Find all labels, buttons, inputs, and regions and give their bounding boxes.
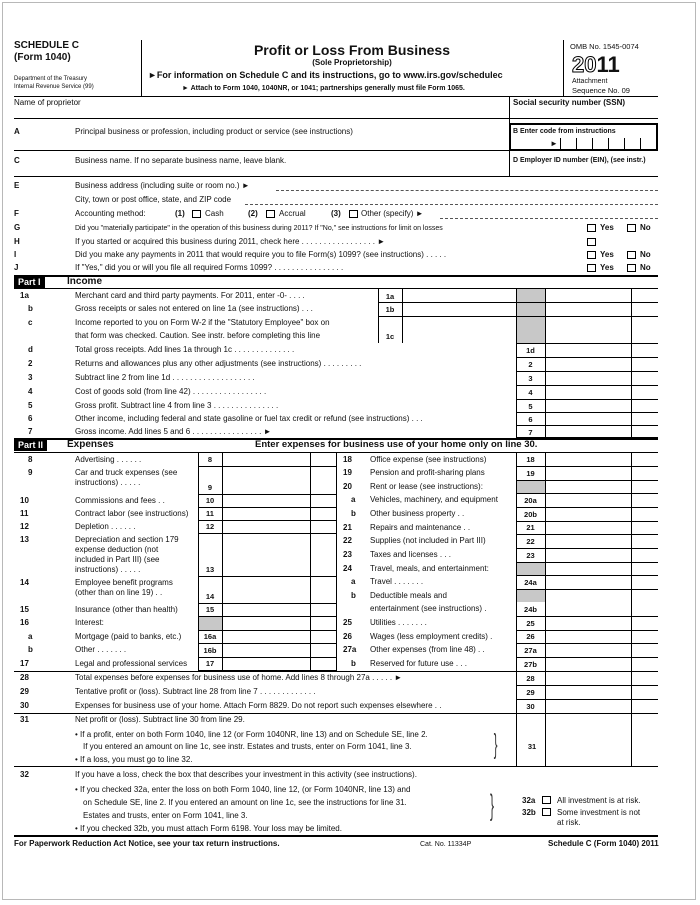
line-I-text: Did you make any payments in 2011 that would require you to file Form(s) 1099? (see instructions) . . . . . <box>75 250 447 259</box>
part2-right-line-text: Vehicles, machinery, and equipment <box>370 495 498 504</box>
line-C-letter: C <box>14 156 20 165</box>
part2-right-amount-field[interactable] <box>546 521 630 534</box>
part2-left-amount-field[interactable] <box>223 533 310 576</box>
part1-line-text: Subtract line 2 from line 1d . . . . . . . . . . . . . . . . . . . <box>75 373 255 382</box>
part2-note: Enter expenses for business use of your home only on line 30. <box>255 439 538 450</box>
part2-left-box-label: 14 <box>205 592 215 601</box>
part2-right-box-label: 21 <box>526 523 535 532</box>
part1-top-rule <box>14 275 658 277</box>
line-J-letter: J <box>14 263 19 272</box>
other-method-checkbox[interactable] <box>349 210 358 218</box>
part1-line-num: 3 <box>28 373 33 382</box>
line-F-letter: F <box>14 209 19 218</box>
part2-right-amount-field[interactable] <box>546 493 630 507</box>
part2-left-line-num: 17 <box>20 659 29 668</box>
line-32a-text: All investment is at risk. <box>557 796 641 805</box>
line-G-letter: G <box>14 223 21 232</box>
part2-shade-24b-top <box>517 590 545 602</box>
line31-amount-field[interactable] <box>546 730 630 765</box>
part2-left-line-text: Depreciation and section 179 <box>75 535 179 544</box>
part2-left-box-label: 16a <box>203 632 217 641</box>
part2-bottom-line-text: Expenses for business use of your home. Attach Form 8829. Do not report such expenses elsewhere . . <box>75 701 442 710</box>
part1-line-num: 6 <box>28 414 33 423</box>
part1-line-text: Total gross receipts. Add lines 1a through 1c . . . . . . . . . . . . . . <box>75 345 295 354</box>
footer-cat-number: Cat. No. 11334P <box>420 841 472 848</box>
line31-box-col <box>516 713 517 766</box>
part1-line-text: Returns and allowances plus any other adjustments (see instructions) . . . . . . . . . <box>75 359 362 368</box>
line-32-bullet2: • If you checked 32b, you must attach Form 6198. Your loss may be limited. <box>75 824 342 833</box>
part2-bottom-row-rule <box>14 713 658 714</box>
line-F-opt2: (2) <box>248 209 258 218</box>
part2-right-row-rule <box>516 562 658 563</box>
part2-bottom-cents-col <box>631 671 632 713</box>
part1-header-rule <box>14 288 658 289</box>
part2-bottom-line-num: 29 <box>20 687 29 696</box>
line-E-letter: E <box>14 181 20 190</box>
part1-amount-field[interactable] <box>546 371 630 384</box>
J-yes-label: Yes <box>600 263 614 272</box>
part2-right-line-text: Rent or lease (see instructions): <box>370 482 483 491</box>
part2-bottom-line-text: Total expenses before expenses for business use of home. Add lines 8 through 27a . . . . . ► <box>75 673 403 682</box>
line-I-letter: I <box>14 250 17 259</box>
footer-notice: For Paperwork Reduction Act Notice, see your tax return instructions. <box>14 839 280 848</box>
part2-right-amount-field[interactable] <box>546 630 630 643</box>
sequence-number: Sequence No. 09 <box>572 86 630 95</box>
part1-line-text: Merchant card and third party payments. For 2011, enter -0- . . . . <box>75 291 305 300</box>
line-G-text: Did you "materially participate" in the operation of this business during 2011? If "No," see instructions for limit on losses <box>75 225 443 232</box>
part2-bottom-line-num: 28 <box>20 673 29 682</box>
form-subtitle: (Sole Proprietorship) <box>312 58 392 67</box>
part2-left-row-rule <box>198 616 336 617</box>
part2-left-box-label: 9 <box>207 483 213 492</box>
part2-right-line-num: 22 <box>343 536 352 545</box>
part2-left-amount-field[interactable] <box>223 507 310 520</box>
footer-form-id: Schedule C (Form 1040) 2011 <box>548 839 659 848</box>
line-B-arrow: ► <box>550 139 558 148</box>
32a-checkbox[interactable] <box>542 796 551 804</box>
part2-bottom-amount-field[interactable] <box>546 699 630 712</box>
part2-right-amount-field[interactable] <box>546 466 630 480</box>
part2-right-line-num: b <box>351 659 356 668</box>
part1-line-num: b <box>28 304 33 313</box>
part2-left-amount-field[interactable] <box>223 520 310 533</box>
part2-mid-divider <box>336 453 337 671</box>
part2-left-line-text: Employee benefit programs <box>75 578 173 587</box>
part1-line-text: that form was checked. Caution. See instr. before completing this line <box>75 331 321 340</box>
part2-right-line-text: Other business property . . <box>370 509 465 518</box>
part2-left-line-num: 11 <box>20 509 29 518</box>
part1-line-text: Cost of goods sold (from line 42) . . . . . . . . . . . . . . . . . <box>75 387 267 396</box>
part2-right-box-label: 25 <box>526 619 535 628</box>
header-divider-right <box>563 40 564 96</box>
part2-label: Part II <box>14 439 47 451</box>
part1-label: Part I <box>14 276 45 288</box>
part2-right-line-text: Other expenses (from line 48) . . <box>370 645 485 654</box>
part2-right-box-label: 20b <box>524 510 537 519</box>
part2-right-line-num: b <box>351 591 356 600</box>
line-F-opt1: (1) <box>175 209 185 218</box>
dept-irs: Internal Revenue Service (99) <box>14 84 94 90</box>
line31-cents-col <box>631 713 632 766</box>
I-yes-checkbox[interactable] <box>587 251 596 259</box>
part2-right-amount-field[interactable] <box>546 453 630 466</box>
part1-line-num: 1a <box>20 291 29 300</box>
header-bottom-rule <box>14 96 658 97</box>
part1-amount-field[interactable] <box>403 302 515 315</box>
part2-left-line-num: 13 <box>20 535 29 544</box>
rule-after-name <box>14 118 658 119</box>
line-32b-text: Some investment is not <box>557 808 641 817</box>
part1-box-label: 1b <box>385 305 395 314</box>
code-tick-5 <box>624 138 625 150</box>
part2-right-line-text2: entertainment (see instructions) . <box>370 604 487 613</box>
part1-line-text: Gross income. Add lines 5 and 6 . . . . . . . . . . . . . . . . ► <box>75 427 272 436</box>
part1-line-num: 4 <box>28 387 33 396</box>
part2-left-line-text: Commissions and fees . . <box>75 496 165 505</box>
part2-right-line-num: 20 <box>343 482 352 491</box>
part2-left-line-text: Contract labor (see instructions) <box>75 509 189 518</box>
year-outline: 20 <box>572 52 597 77</box>
part1-line-num: 7 <box>28 427 33 436</box>
part2-left-line-text3: included in Part III) (see <box>75 555 160 564</box>
part1-line-text: Other income, including federal and state gasoline or fuel tax credit or refund (see instructions) . . . <box>75 414 423 423</box>
line-32b-num: 32b <box>522 808 536 817</box>
part1-amount-field[interactable] <box>403 289 515 302</box>
part1-line-num: 5 <box>28 401 33 410</box>
part2-left-line-text4: instructions) . . . . . <box>75 565 141 574</box>
line-D-text: D Employer ID number (EIN), (see instr.) <box>513 157 646 164</box>
line-31-bullet1: • If a profit, enter on both Form 1040, line 12 (or Form 1040NR, line 13) and on Schedule SE, line 2. <box>75 730 428 739</box>
J-yes-checkbox[interactable] <box>587 264 596 272</box>
part2-right-line-num: 23 <box>343 550 352 559</box>
part1-line-num: 2 <box>28 359 33 368</box>
part2-left-line-text: Mortgage (paid to banks, etc.) <box>75 632 182 641</box>
part1-line-text: Income reported to you on Form W-2 if the "Statutory Employee" box on <box>75 318 330 327</box>
part2-right-line-text: Repairs and maintenance . . <box>370 523 471 532</box>
part1-line-num: d <box>28 345 33 354</box>
code-tick-1 <box>560 138 561 150</box>
part1-box-label: 3 <box>528 374 533 383</box>
part2-left-amount-field[interactable] <box>223 453 310 466</box>
form-title: Profit or Loss From Business <box>253 42 451 58</box>
part2-shade-20 <box>517 480 545 493</box>
line-31-bullet1b: If you entered an amount on line 1c, see instr. Estates and trusts, enter on Form 1041, line 3. <box>83 742 412 751</box>
rule-after-31 <box>14 766 658 767</box>
part2-left-amount-field[interactable] <box>223 630 310 643</box>
part2-bottom-box-col <box>516 671 517 713</box>
part1-box-label: 4 <box>528 388 533 397</box>
line-A-text: Principal business or profession, including product or service (see instructions) <box>75 127 353 136</box>
part2-right-line-text: Pension and profit-sharing plans <box>370 468 485 477</box>
I-no-checkbox[interactable] <box>627 251 636 259</box>
part2-left-box-label: 8 <box>207 455 213 464</box>
code-tick-2 <box>576 138 577 150</box>
part2-grid-bottom-rule <box>14 671 658 672</box>
G-no-label: No <box>640 223 651 232</box>
part2-right-amount-field[interactable] <box>546 507 630 521</box>
G-yes-checkbox[interactable] <box>587 224 596 232</box>
part1-box-label: 7 <box>528 428 533 437</box>
part2-left-amount-field[interactable] <box>223 494 310 507</box>
part2-right-box-label: 22 <box>526 537 535 546</box>
part2-left-line-text2: expense deduction (not <box>75 545 159 554</box>
part2-left-box-label: 15 <box>205 605 215 614</box>
form-number: (Form 1040) <box>14 52 71 63</box>
part2-left-line-num: b <box>28 645 33 654</box>
part2-left-cents-col <box>310 453 311 671</box>
line-32a-num: 32a <box>522 796 536 805</box>
part2-left-line-num: 8 <box>28 455 33 464</box>
part1-amount-field[interactable] <box>546 343 630 356</box>
line-32b-text2: at risk. <box>557 818 581 827</box>
code-tick-6 <box>640 138 641 150</box>
schedule-name: SCHEDULE C <box>14 40 80 51</box>
part2-left-amount-field[interactable] <box>223 657 310 670</box>
year-bold: 11 <box>596 52 620 77</box>
part2-right-line-num: a <box>351 495 356 504</box>
line-32-text: If you have a loss, check the box that describes your investment in this activity (see instructions). <box>75 770 417 779</box>
part2-left-line-num: 12 <box>20 522 29 531</box>
ein-divider <box>509 151 510 176</box>
part1-line-num: c <box>28 318 33 327</box>
line-H-text: If you started or acquired this business during 2011, check here . . . . . . . . . . . . . . . . . ► <box>75 237 386 246</box>
dept-treasury: Department of the Treasury <box>14 76 88 82</box>
line-F-opt3: (3) <box>331 209 341 218</box>
part2-right-line-text: Travel, meals, and entertainment: <box>370 564 489 573</box>
line-32-bullet1: • If you checked 32a, enter the loss on both Form 1040, line 12, (or Form 1040NR, line 13) and <box>75 785 411 794</box>
line-31-num: 31 <box>20 715 29 724</box>
code-tick-4 <box>608 138 609 150</box>
accrual-label: Accrual <box>279 209 306 218</box>
part1-line-text: Gross profit. Subtract line 4 from line 3 . . . . . . . . . . . . . . . <box>75 401 279 410</box>
part2-right-amount-field[interactable] <box>546 548 630 562</box>
part1-box-label: 2 <box>528 360 533 369</box>
G-yes-label: Yes <box>600 223 614 232</box>
part2-right-box-label: 26 <box>526 632 535 641</box>
part2-right-line-num: 27a <box>343 645 357 654</box>
rule-after-C <box>14 176 658 177</box>
line-A-letter: A <box>14 127 20 136</box>
part2-left-line-text: Interest: <box>75 618 104 627</box>
omb-number: OMB No. 1545-0074 <box>570 42 639 51</box>
part2-right-line-text: Deductible meals and <box>370 591 447 600</box>
part2-right-line-text: Office expense (see instructions) <box>370 455 487 464</box>
part2-right-line-num: 26 <box>343 632 352 641</box>
attach-line: ► Attach to Form 1040, 1040NR, or 1041; partnerships generally must file Form 1065. <box>182 85 465 92</box>
part2-shade-24 <box>517 563 545 575</box>
G-no-checkbox[interactable] <box>627 224 636 232</box>
part1-box-label: 6 <box>528 415 533 424</box>
part2-right-box-label: 27a <box>524 646 537 655</box>
part2-bottom-box-label: 30 <box>526 702 535 711</box>
code-tick-3 <box>592 138 593 150</box>
part2-left-amount-field[interactable] <box>223 603 310 616</box>
part2-left-amount-field[interactable] <box>223 643 310 657</box>
part2-bottom-amount-field[interactable] <box>546 671 630 684</box>
line-J-text: If "Yes," did you or will you file all required Forms 1099? . . . . . . . . . . . . . . . . <box>75 263 344 272</box>
part2-bottom-box-label: 28 <box>526 674 535 683</box>
32b-checkbox[interactable] <box>542 808 551 816</box>
footer-rule <box>14 835 658 837</box>
part2-left-line-text: Car and truck expenses (see <box>75 468 178 477</box>
accrual-checkbox[interactable] <box>266 210 275 218</box>
part2-left-box-label: 11 <box>206 509 214 518</box>
J-no-label: No <box>640 263 651 272</box>
part2-left-box-label: 10 <box>205 496 215 505</box>
part2-left-line-text2: instructions) . . . . . <box>75 478 141 487</box>
part2-bottom-box-label: 29 <box>526 688 535 697</box>
part1-amount-field[interactable] <box>546 399 630 412</box>
part2-left-line-text: Other . . . . . . . <box>75 645 127 654</box>
line-F-text: Accounting method: <box>75 209 146 218</box>
part2-right-row-rule <box>516 480 658 481</box>
part2-left-line-num: 16 <box>20 618 29 627</box>
tax-year <box>572 54 620 76</box>
part2-right-line-text: Supplies (not included in Part III) <box>370 536 486 545</box>
line-32-bullet1b: on Schedule SE, line 2. If you entered an amount on line 1c, see the instructions for line 31. <box>83 798 407 807</box>
other-method-field[interactable] <box>440 218 658 219</box>
address-field[interactable] <box>276 190 658 191</box>
line-C-text: Business name. If no separate business name, leave blank. <box>75 156 287 165</box>
part2-right-amount-field[interactable] <box>546 575 630 589</box>
line-B-text: B Enter code from instructions <box>513 128 616 135</box>
part2-right-amount-field[interactable] <box>546 657 630 671</box>
line-31-bullet2: • If a loss, you must go to line 32. <box>75 755 193 764</box>
part2-bottom-line-num: 30 <box>20 701 29 710</box>
part1-box-label: 1a <box>385 292 395 301</box>
part1-amount-field[interactable] <box>546 357 630 370</box>
part2-left-box-label: 12 <box>205 522 215 531</box>
part2-left-amount-field[interactable] <box>223 466 310 494</box>
part1-box-label: 5 <box>528 402 533 411</box>
part2-left-line-text: Legal and professional services <box>75 659 188 668</box>
other-method-label: Other (specify) ► <box>361 209 424 218</box>
part1-amount-field[interactable] <box>403 329 515 342</box>
part2-left-line-num: 10 <box>20 496 29 505</box>
part2-left-line-num: 14 <box>20 578 29 587</box>
part2-right-box-label: 27b <box>524 660 537 669</box>
part2-right-box-label: 20a <box>524 496 537 505</box>
part2-shade-16 <box>199 617 222 630</box>
part2-right-line-num: 18 <box>343 455 352 464</box>
cash-label: Cash <box>205 209 224 218</box>
line-E-text2: City, town or post office, state, and ZIP code <box>75 195 232 204</box>
part2-left-line-text2: (other than on line 19) . . <box>75 588 163 597</box>
line-H-letter: H <box>14 237 20 246</box>
part1-row-rule <box>378 316 658 317</box>
part2-left-line-num: 9 <box>28 468 33 477</box>
part2-right-line-num: 19 <box>343 468 352 477</box>
part2-right-line-text: Reserved for future use . . . <box>370 659 467 668</box>
part2-title: Expenses <box>67 439 114 450</box>
part2-left-line-num: 15 <box>20 605 29 614</box>
part2-right-line-text: Wages (less employment credits) . <box>370 632 493 641</box>
part2-right-amount-field[interactable] <box>546 589 630 616</box>
proprietor-name-label: Name of proprietor <box>14 98 81 107</box>
part2-right-box-label: 24a <box>524 578 537 587</box>
part2-right-box-label: 19 <box>526 469 535 478</box>
part2-left-amount-field[interactable] <box>223 576 310 603</box>
line-32-num: 32 <box>20 770 29 779</box>
part2-right-box-label: 18 <box>526 455 535 464</box>
part1-title: Income <box>67 276 103 287</box>
part2-left-box-label: 16b <box>203 646 217 655</box>
ssn-label: Social security number (SSN) <box>513 98 626 107</box>
part2-left-line-num: a <box>28 632 33 641</box>
part2-right-line-text: Utilities . . . . . . . <box>370 618 427 627</box>
H-checkbox[interactable] <box>587 238 596 246</box>
part2-right-line-num: 21 <box>343 523 352 532</box>
part2-right-line-num: a <box>351 577 356 586</box>
part2-bottom-amount-field[interactable] <box>546 685 630 698</box>
part2-right-amount-field[interactable] <box>546 616 630 630</box>
line-32-brace: } <box>490 789 495 822</box>
line-E-text: Business address (including suite or room no.) ► <box>75 181 250 190</box>
rule-after-A <box>14 150 509 151</box>
part1-line-text: Gross receipts or sales not entered on line 1a (see instructions) . . . <box>75 304 313 313</box>
part2-left-line-text: Insurance (other than health) <box>75 605 178 614</box>
part2-right-amount-field[interactable] <box>546 643 630 657</box>
part2-left-box-label: 17 <box>205 659 215 668</box>
part2-right-line-num: b <box>351 509 356 518</box>
line-31-brace: } <box>493 728 498 759</box>
part2-left-box-label: 13 <box>205 565 215 574</box>
part1-box-label: 1d <box>526 346 535 355</box>
part1-amount-field[interactable] <box>546 412 630 425</box>
part2-bottom-line-text: Tentative profit or (loss). Subtract line 28 from line 7 . . . . . . . . . . . . . <box>75 687 316 696</box>
part2-right-box-label: 24b <box>524 605 537 614</box>
city-field[interactable] <box>245 204 658 205</box>
part2-left-line-text: Advertising . . . . . . <box>75 455 142 464</box>
I-no-label: No <box>640 250 651 259</box>
part1-cents-col <box>631 289 632 437</box>
part2-left-line-text: Depletion . . . . . . <box>75 522 136 531</box>
attachment-label: Attachment <box>572 78 608 85</box>
info-line: ►For information on Schedule C and its instructions, go to www.irs.gov/schedulec <box>148 70 503 80</box>
part2-right-amount-field[interactable] <box>546 534 630 548</box>
cash-checkbox[interactable] <box>192 210 201 218</box>
part2-right-line-num: 24 <box>343 564 352 573</box>
part1-box-label: 1c <box>385 332 395 341</box>
line-31-text: Net profit or (loss). Subtract line 30 from line 29. <box>75 715 245 724</box>
box-31-label: 31 <box>527 742 537 751</box>
line-32-bullet1c: Estates and trusts, enter on Form 1041, line 3. <box>83 811 248 820</box>
I-yes-label: Yes <box>600 250 614 259</box>
part2-right-line-text: Taxes and licenses . . . <box>370 550 451 559</box>
part2-right-box-label: 23 <box>526 551 535 560</box>
part2-right-line-text: Travel . . . . . . . <box>370 577 424 586</box>
part2-right-line-num: 25 <box>343 618 352 627</box>
part2-bottom-amount-col <box>545 671 546 713</box>
J-no-checkbox[interactable] <box>627 264 636 272</box>
part1-amount-field[interactable] <box>546 385 630 398</box>
